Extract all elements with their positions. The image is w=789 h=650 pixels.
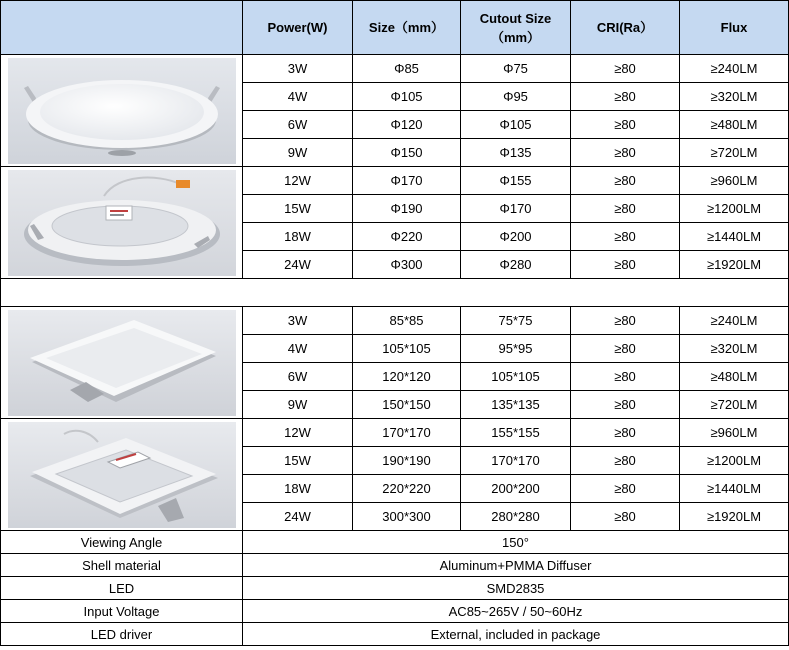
header-power: Power(W) [243,1,353,55]
round-panel-size-cell: Φ300 [353,251,461,279]
header-flux: Flux [680,1,789,55]
square-panel-cri-cell: ≥80 [571,447,680,475]
spec-row [1,554,789,577]
round-panel-power-cell: 4W [243,83,353,111]
square-panel-power-cell: 9W [243,391,353,419]
square-panel-cri-cell: ≥80 [571,475,680,503]
header-size: Size（mm） [353,1,461,55]
spec-value: Aluminum+PMMA Diffuser [243,554,789,577]
round-panel-size-cell: Φ170 [353,167,461,195]
spec-row [1,577,789,600]
square-panel-photo-front [1,307,243,419]
section-spacer [1,279,789,307]
square-panel-flux-cell: ≥720LM [680,391,789,419]
square-panel-cri-cell: ≥80 [571,419,680,447]
round-panel-cri-cell: ≥80 [571,139,680,167]
square-panel-cri-cell: ≥80 [571,307,680,335]
square-panel-cri-cell: ≥80 [571,391,680,419]
square-panel-power-cell: 4W [243,335,353,363]
square-panel-size-cell: 220*220 [353,475,461,503]
square-panel-flux-cell: ≥960LM [680,419,789,447]
square-panel-power-cell: 24W [243,503,353,531]
round-panel-cri-cell: ≥80 [571,251,680,279]
general-spec-section [1,531,789,646]
spec-row [1,531,789,554]
spec-value: SMD2835 [243,577,789,600]
round-panel-cutout-cell: Φ200 [461,223,571,251]
square-panel-cutout-cell: 95*95 [461,335,571,363]
square-panel-flux-cell: ≥1200LM [680,447,789,475]
round-panel-flux-cell: ≥320LM [680,83,789,111]
square-panel-flux-cell: ≥480LM [680,363,789,391]
header-cutout-line2: （mm） [490,29,541,45]
square-panel-size-cell: 105*105 [353,335,461,363]
round-panel-flux-cell: ≥240LM [680,55,789,83]
round-panel-power-cell: 24W [243,251,353,279]
round-panel-cri-cell: ≥80 [571,55,680,83]
round-panel-row [1,55,789,83]
round-panel-cutout-cell: Φ105 [461,111,571,139]
square-panel-power-cell: 3W [243,307,353,335]
section-spacer-row [1,279,789,307]
round-panel-cri-cell: ≥80 [571,167,680,195]
square-panel-cri-cell: ≥80 [571,363,680,391]
header-row [1,1,789,55]
round-panel-cutout-cell: Φ95 [461,83,571,111]
round-panel-power-cell: 15W [243,195,353,223]
spec-row [1,623,789,646]
square-panel-power-cell: 18W [243,475,353,503]
round-panel-cri-cell: ≥80 [571,83,680,111]
square-panel-cutout-cell: 200*200 [461,475,571,503]
round-panel-cutout-cell: Φ280 [461,251,571,279]
round-panel-flux-cell: ≥1200LM [680,195,789,223]
square-panel-power-cell: 12W [243,419,353,447]
round-panel-flux-cell: ≥960LM [680,167,789,195]
square-panel-size-cell: 150*150 [353,391,461,419]
header-cri: CRI(Ra） [571,1,680,55]
square-panel-flux-cell: ≥1440LM [680,475,789,503]
header-blank [1,1,243,55]
spec-label: Shell material [1,554,243,577]
round-panel-cutout-cell: Φ135 [461,139,571,167]
square-panel-size-cell: 170*170 [353,419,461,447]
square-panel-flux-cell: ≥320LM [680,335,789,363]
square-panel-cutout-cell: 105*105 [461,363,571,391]
square-panel-flux-cell: ≥240LM [680,307,789,335]
round-panel-power-cell: 18W [243,223,353,251]
round-panel-power-cell: 6W [243,111,353,139]
round-panel-size-cell: Φ120 [353,111,461,139]
spec-label: Viewing Angle [1,531,243,554]
spec-label: Input Voltage [1,600,243,623]
square-panel-size-cell: 85*85 [353,307,461,335]
square-panel-cutout-cell: 135*135 [461,391,571,419]
square-panel-cri-cell: ≥80 [571,335,680,363]
round-panel-size-cell: Φ150 [353,139,461,167]
round-panel-power-cell: 3W [243,55,353,83]
square-panel-cri-cell: ≥80 [571,503,680,531]
square-panel-section [1,307,789,531]
square-panel-cutout-cell: 280*280 [461,503,571,531]
round-panel-cri-cell: ≥80 [571,111,680,139]
round-panel-size-cell: Φ190 [353,195,461,223]
round-panel-size-cell: Φ85 [353,55,461,83]
square-panel-size-cell: 120*120 [353,363,461,391]
square-panel-cutout-cell: 170*170 [461,447,571,475]
round-panel-flux-cell: ≥1440LM [680,223,789,251]
round-panel-power-cell: 9W [243,139,353,167]
spec-value: External, included in package [243,623,789,646]
spec-row [1,600,789,623]
round-panel-photo-back [1,167,243,279]
round-panel-row [1,167,789,195]
spec-value: AC85~265V / 50~60Hz [243,600,789,623]
round-panel-cutout-cell: Φ75 [461,55,571,83]
square-panel-photo-back [1,419,243,531]
round-panel-cri-cell: ≥80 [571,223,680,251]
round-panel-flux-cell: ≥480LM [680,111,789,139]
round-panel-size-cell: Φ220 [353,223,461,251]
square-panel-size-cell: 300*300 [353,503,461,531]
square-panel-cutout-cell: 155*155 [461,419,571,447]
square-panel-cutout-cell: 75*75 [461,307,571,335]
square-panel-row [1,419,789,447]
header-cutout-line1: Cutout Size [479,10,552,26]
round-panel-photo-front [1,55,243,167]
square-panel-row [1,307,789,335]
square-panel-power-cell: 15W [243,447,353,475]
square-panel-size-cell: 190*190 [353,447,461,475]
square-panel-power-cell: 6W [243,363,353,391]
round-panel-section [1,55,789,279]
spec-label: LED driver [1,623,243,646]
square-panel-flux-cell: ≥1920LM [680,503,789,531]
round-panel-power-cell: 12W [243,167,353,195]
spec-label: LED [1,577,243,600]
round-panel-size-cell: Φ105 [353,83,461,111]
round-panel-cutout-cell: Φ170 [461,195,571,223]
round-panel-flux-cell: ≥720LM [680,139,789,167]
spec-value: 150° [243,531,789,554]
round-panel-flux-cell: ≥1920LM [680,251,789,279]
round-panel-cri-cell: ≥80 [571,195,680,223]
round-panel-cutout-cell: Φ155 [461,167,571,195]
header-cutout [461,1,571,55]
